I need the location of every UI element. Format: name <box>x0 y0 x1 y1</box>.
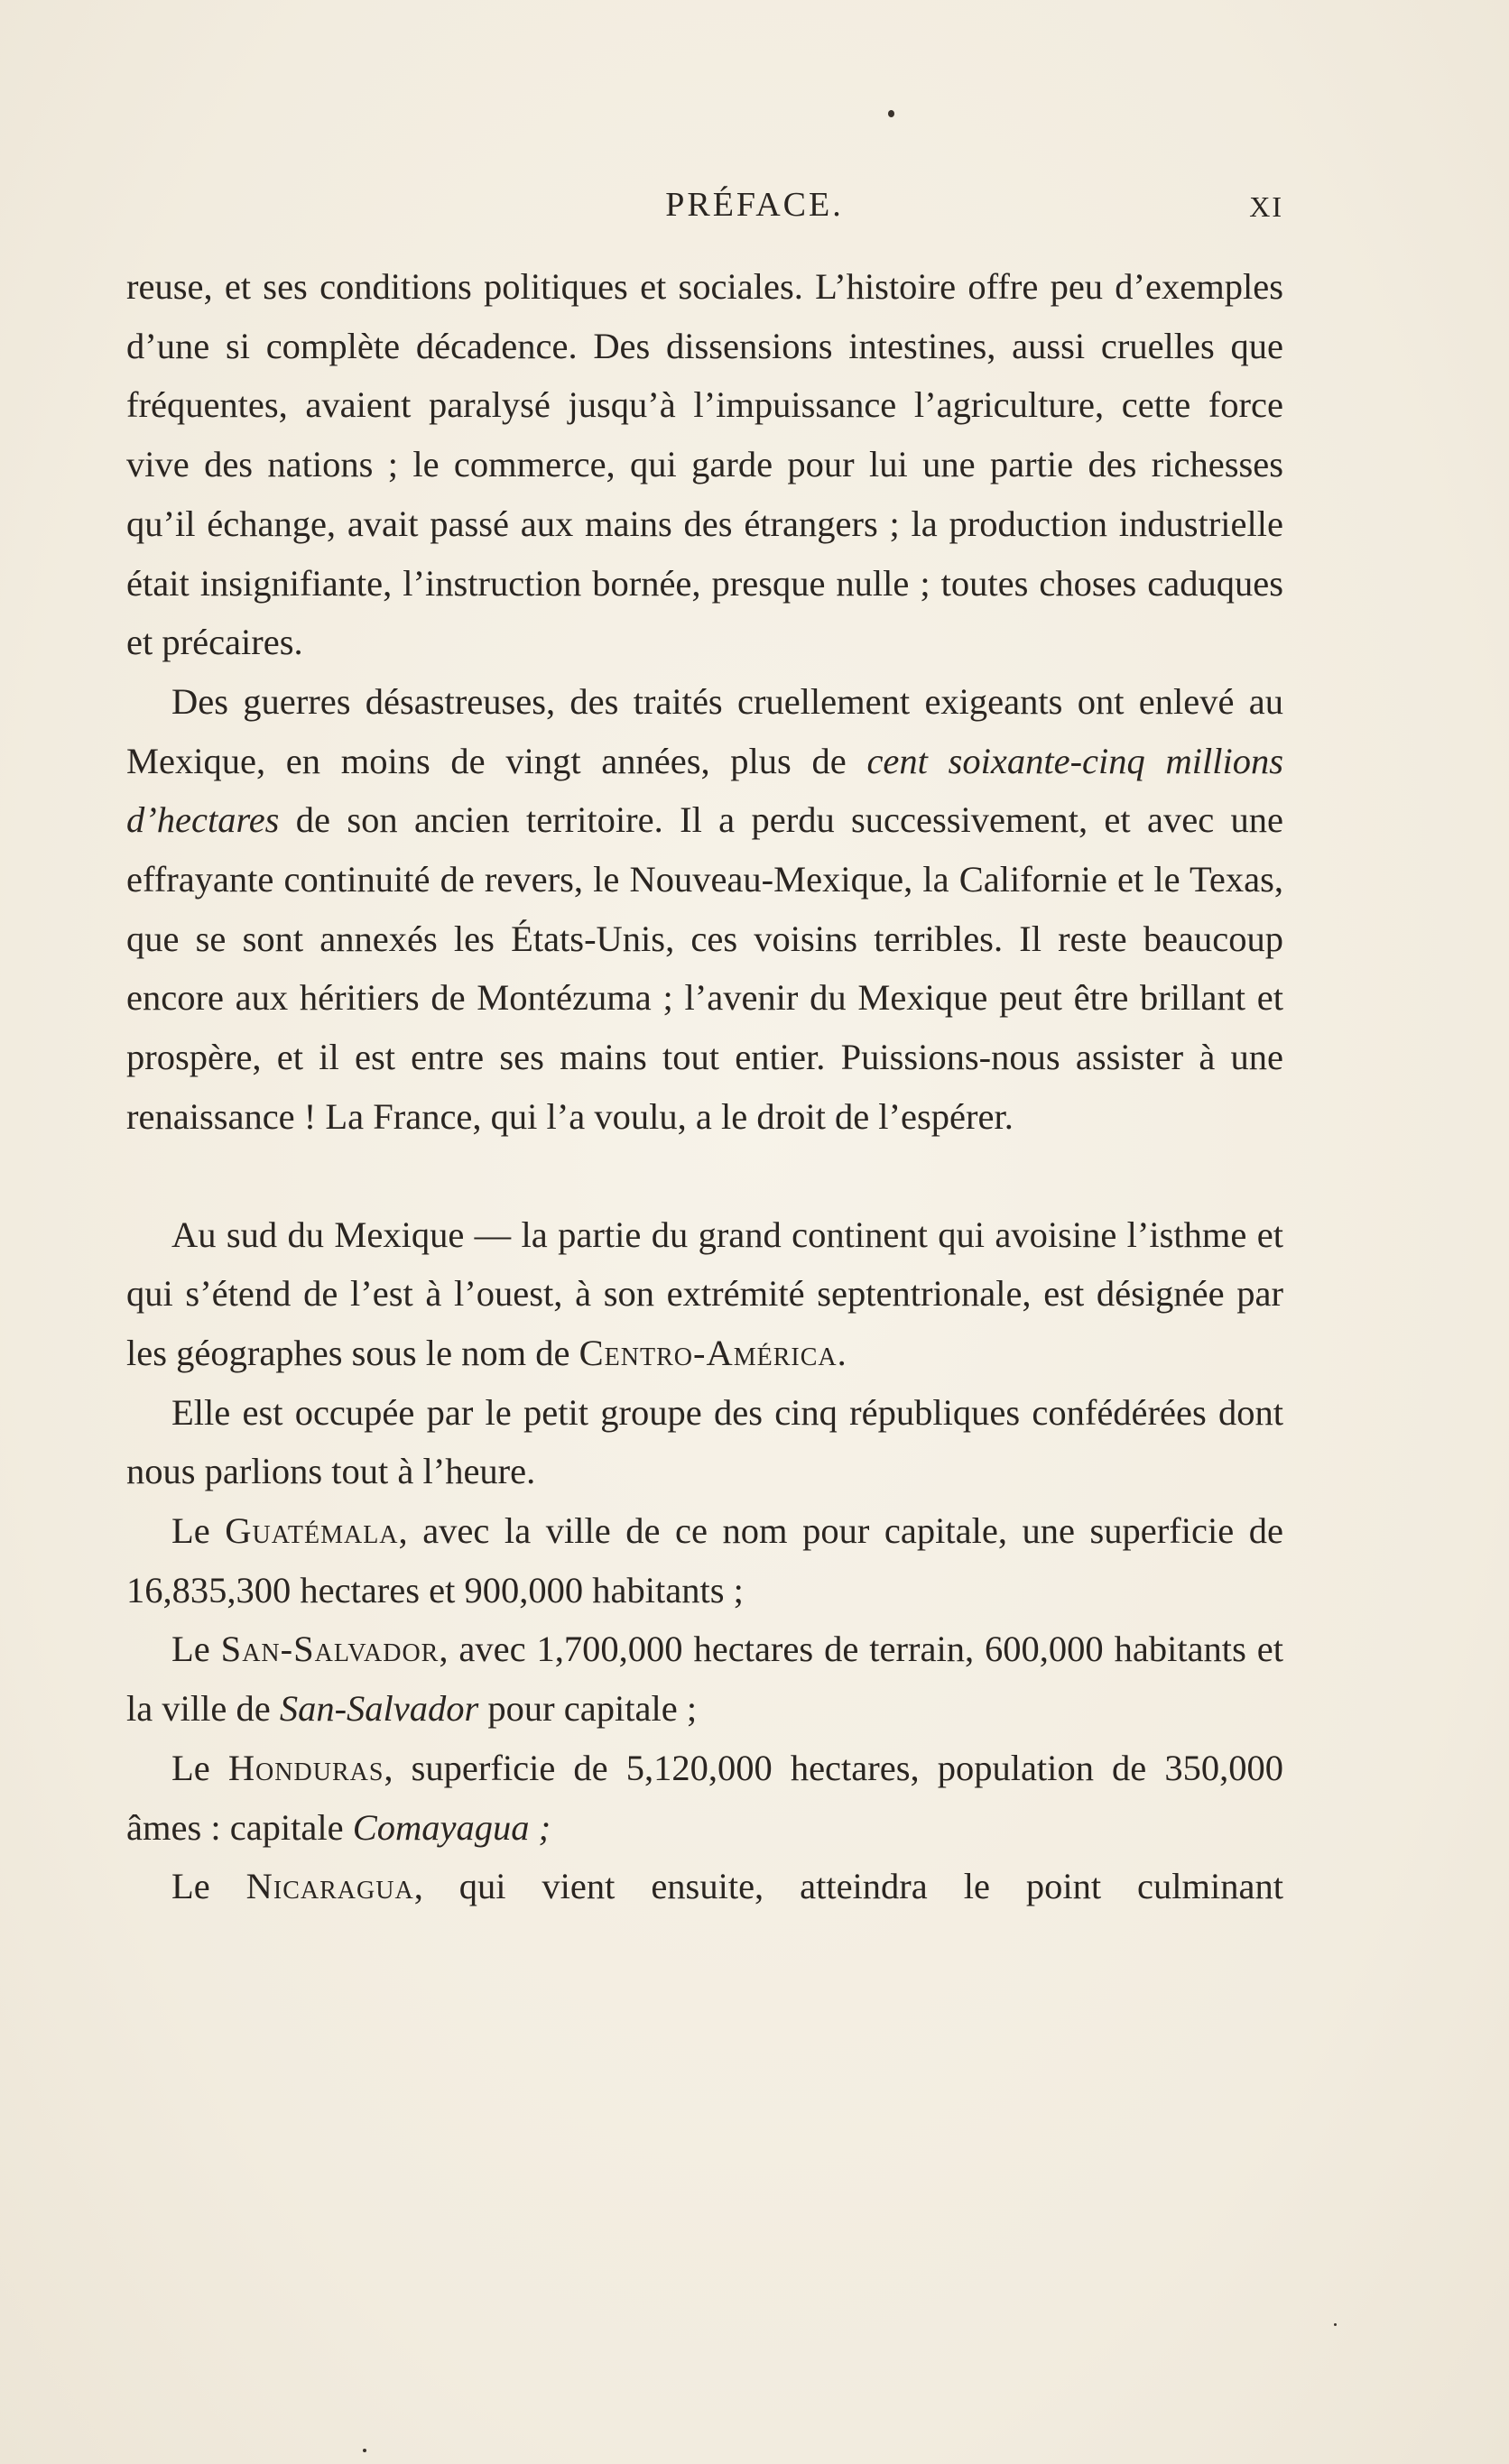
paragraph-guatemala <box>126 1501 1283 1620</box>
text-run: Le <box>171 1629 221 1670</box>
text-run: Des guerres désastreuses, des traités cruellement exigeants ont enlevé au Mexique, en moins de vingt années, plus de <box>126 680 1283 781</box>
ink-speck <box>888 110 894 117</box>
country-name: San-Salvador <box>220 1629 440 1670</box>
text-run: pour capitale ; <box>478 1688 698 1730</box>
text-run: , qui vient ensuite, atteindra le point culminant <box>413 1866 1283 1907</box>
region-name: Centro-América <box>579 1332 838 1373</box>
ink-speck <box>1334 2323 1337 2326</box>
ink-speck <box>363 2449 366 2452</box>
page-header <box>0 185 1509 230</box>
capital-name: Comayagua ; <box>352 1806 551 1848</box>
paragraph-nicaragua <box>126 1857 1283 1916</box>
text-run: Le <box>171 1866 246 1907</box>
paragraph-wars <box>126 672 1283 1147</box>
text-run: de son ancien territoire. Il a perdu successivement, et avec une effrayante continuité de revers, le Nouveau-Mexique, la Californie et le Texas, que se sont annexés les États-Unis, ces voisins terribles. Il reste beaucoup encore aux héritiers de Montézuma ; l’avenir du Mexique peut être brillant et prospère, et il est entre ses mains tout entier. Puissions-nous assister à une renaissance ! La France, qui l’a voulu, a le droit de l’espérer. <box>126 799 1283 1137</box>
text-run: , avec la ville de ce nom pour capitale, une superficie de 16,835,300 hectares et 900,000 habitants ; <box>126 1510 1283 1610</box>
text-run: Le <box>171 1510 226 1552</box>
text-run: , superficie de 5,120,000 hectares, population de 350,000 âmes : capitale <box>126 1747 1283 1848</box>
paragraph-republics: Elle est occupée par le petit groupe des cinq républiques confédérées dont nous parlions tout à l’heure. <box>126 1391 1283 1492</box>
text-run: , avec 1,700,000 hectares de terrain, 600,000 habitants et la ville de <box>126 1629 1284 1730</box>
text-run: Le <box>171 1747 228 1788</box>
country-name: Honduras <box>227 1747 384 1788</box>
running-title: PRÉFACE. <box>665 186 844 224</box>
paragraph-continuation: reuse, et ses conditions politiques et sociales. L’histoire offre peu d’exemples d’une si complète décadence. Des dissensions intestines, aussi cruelles que fréquentes, avaient paralysé jusqu’à l’impuissance l’agriculture, cette force vive des nations ; le commerce, qui garde pour lui une partie des richesses qu’il échange, avait passé aux mains des étrangers ; la production industrielle était insignifiante, l’instruction bornée, presque nulle ; toutes choses caduques et précaires. <box>126 266 1283 663</box>
paragraph-centro-america <box>126 1205 1283 1383</box>
paragraph-honduras <box>126 1739 1283 1857</box>
paragraph-san-salvador <box>126 1620 1283 1738</box>
page-number: XI <box>1249 190 1283 223</box>
italic-emphasis: cent soixante-cinq millions d’hectares <box>126 740 1284 841</box>
text-run: Au sud du Mexique — la partie du grand continent qui avoisine l’isthme et qui s’étend de l’est à l’ouest, à son extrémité septentrionale, est désignée par les géographes sous le nom de <box>126 1214 1283 1373</box>
country-name: Nicaragua <box>245 1866 414 1907</box>
body-text <box>126 257 1283 1916</box>
capital-name: San-Salvador <box>279 1688 479 1730</box>
text-run: . <box>837 1332 847 1373</box>
country-name: Guatémala <box>225 1510 399 1552</box>
